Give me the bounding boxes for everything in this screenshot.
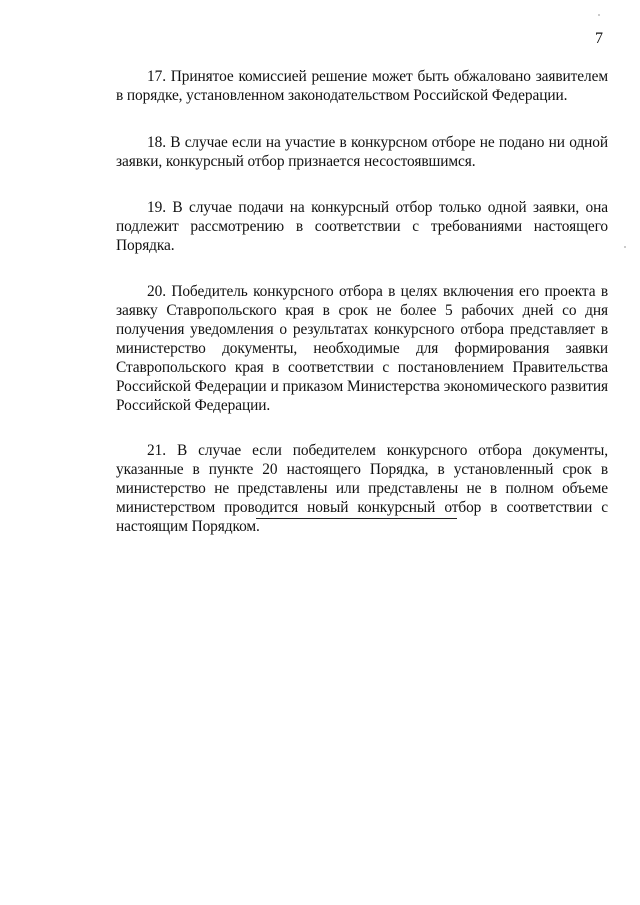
document-body (116, 67, 608, 564)
page-number: 7 (595, 30, 603, 47)
paragraph-17: 17. Принятое комиссией решение может быть обжаловано заявителем в порядке, установленном законодательством Российской Федерации. (116, 68, 608, 104)
paragraph-19: 19. В случае подачи на конкурсный отбор только одной заявки, она подлежит рассмотрению в соответствии с требованиями настоящего Порядка. (116, 199, 608, 254)
paragraph-21: 21. В случае если победителем конкурсного отбора документы, указанные в пункте 20 настоящего Порядка, в установленный срок в министерство не представлены или представлены не в полном объеме министерством проводится новый конкурсный отбор в соответствии с настоящим Порядком. (116, 442, 608, 535)
paragraph-20: 20. Победитель конкурсного отбора в целях включения его проекта в заявку Ставропольского края в срок не более 5 рабочих дней со дня получения уведомления о результатах конкурсного отбора представляет в министерство документы, необходимые для формирования заявки Ставропольского края в соответствии с постановлением Правительства Российской Федерации и приказом Министерства экономического развития Российской Федерации. (116, 283, 608, 414)
scan-speck (598, 14, 600, 16)
end-of-document-line (256, 518, 457, 519)
paragraph-18: 18. В случае если на участие в конкурсном отборе не подано ни одной заявки, конкурсный отбор признается несостоявшимся. (116, 134, 608, 170)
scan-speck (624, 246, 626, 248)
